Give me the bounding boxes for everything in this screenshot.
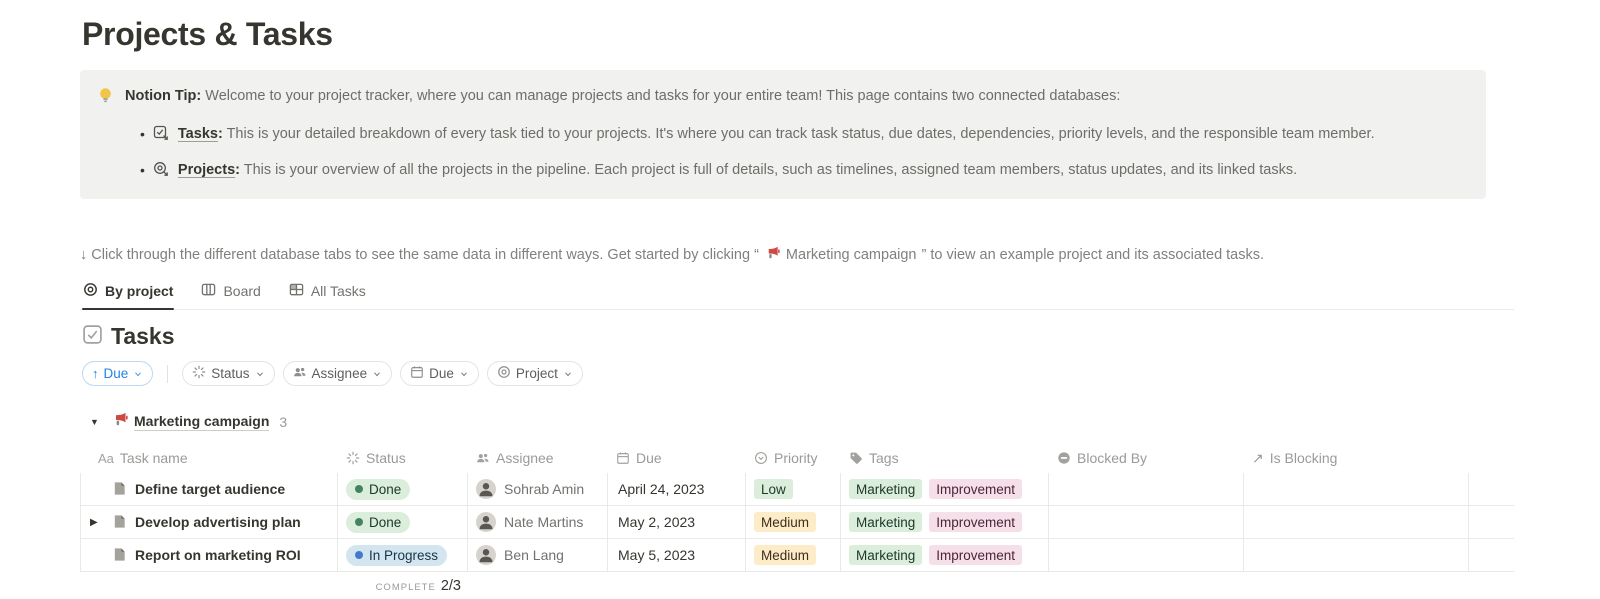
tab-board[interactable] [200, 279, 261, 309]
cell-due[interactable] [608, 539, 746, 571]
table-row [80, 539, 1514, 572]
people-icon [293, 365, 307, 382]
column-header-blocked-by[interactable] [1049, 443, 1244, 473]
group-count: 3 [279, 413, 288, 430]
cell-tags[interactable] [841, 473, 1049, 505]
cell-due[interactable] [608, 473, 746, 505]
calendar-icon [410, 365, 424, 382]
due-date: May 2, 2023 [618, 514, 696, 530]
page-icon [112, 481, 128, 499]
avatar [476, 512, 496, 532]
status-dot [355, 485, 363, 493]
cell-extra[interactable] [1469, 506, 1514, 538]
cell-status[interactable] [338, 473, 468, 505]
filter-chip-due[interactable] [400, 361, 479, 386]
group-collapse-toggle[interactable]: ▼ [90, 416, 99, 427]
target-icon [83, 282, 98, 300]
chevron-down-icon [563, 367, 573, 382]
database-title: Tasks [111, 323, 175, 349]
filter-chip-label: Status [211, 366, 250, 381]
bullet-colon: : [217, 126, 223, 142]
table-row [80, 506, 1514, 539]
column-header-priority[interactable] [746, 443, 841, 473]
status-pill [346, 545, 447, 566]
text-property-icon: Aa [98, 450, 114, 466]
calendar-icon [616, 451, 630, 465]
assignee-name: Sohrab Amin [504, 481, 585, 497]
page-content [80, 0, 1514, 599]
tag-chip: Marketing [849, 479, 922, 499]
cell-extra[interactable] [1469, 473, 1514, 505]
bullet-colon: : [235, 162, 240, 178]
status-label: Done [369, 481, 402, 497]
column-header-status[interactable] [338, 443, 468, 473]
avatar [476, 545, 496, 565]
view-tabs [80, 279, 1514, 310]
database-heading[interactable] [80, 323, 1514, 350]
assignee-name: Nate Martins [504, 514, 584, 530]
status-label: In Progress [369, 547, 439, 563]
people-icon [476, 451, 490, 465]
instruction-line [80, 245, 1514, 264]
tag-icon [849, 451, 863, 465]
cell-blocked-by[interactable] [1049, 506, 1244, 538]
cell-status[interactable] [338, 506, 468, 538]
instruction-suffix: ” to view an example project and its associated tasks. [921, 246, 1265, 263]
tag-chip: Improvement [929, 545, 1022, 565]
sort-ascending-icon: ↑ [92, 366, 99, 381]
filter-chip-label: Due [429, 366, 454, 381]
chevron-down-icon [133, 367, 143, 382]
bullet-dot: • [140, 126, 145, 142]
page-title: Projects & Tasks [82, 16, 333, 52]
cell-extra[interactable] [1469, 539, 1514, 571]
cell-task-name[interactable] [80, 539, 338, 571]
column-header-tags[interactable] [841, 443, 1049, 473]
tasks-link[interactable]: Tasks [177, 126, 218, 142]
callout-lead-bold: Notion Tip: [125, 88, 202, 104]
priority-chip: Low [754, 479, 793, 499]
tab-by-project[interactable] [82, 279, 174, 309]
table-header-row [80, 443, 1514, 473]
sort-chip-due[interactable] [82, 361, 153, 386]
cell-is-blocking[interactable] [1244, 473, 1469, 505]
cell-status[interactable] [338, 539, 468, 571]
status-dot [355, 518, 363, 526]
target-icon [497, 365, 511, 382]
page-icon [112, 514, 128, 532]
cell-assignee[interactable] [468, 506, 608, 538]
projects-link[interactable]: Projects [177, 162, 236, 178]
complete-value: 2/3 [440, 577, 461, 594]
group-header [80, 411, 1514, 432]
table-icon [289, 282, 304, 300]
tag-chip: Marketing [849, 545, 922, 565]
priority-chip: Medium [754, 512, 816, 532]
filter-chip-assignee[interactable] [283, 361, 393, 386]
page-icon [112, 547, 128, 565]
column-label: Due [636, 450, 662, 466]
task-name[interactable]: Define target audience [135, 481, 286, 497]
status-pill [346, 479, 410, 500]
instruction-prefix: ↓ Click through the different database tabs to see the same data in different ways. Get started by clicking “ [80, 246, 759, 263]
column-label: Assignee [496, 450, 554, 466]
cell-task-name[interactable] [80, 473, 338, 505]
table-footer [80, 572, 1514, 599]
column-label: Status [366, 450, 406, 466]
column-header-task-name[interactable] [80, 443, 338, 473]
callout-bullet-projects [96, 159, 1470, 184]
chevron-down-icon [255, 367, 265, 382]
status-label: Done [369, 514, 402, 530]
filter-chip-label: Project [515, 366, 558, 381]
tasks-table [80, 443, 1514, 599]
column-header-due[interactable] [608, 443, 746, 473]
group-name[interactable]: Marketing campaign [134, 412, 270, 429]
arrow-up-right-icon: ↗ [1252, 449, 1264, 466]
filter-bar [80, 361, 1514, 386]
megaphone-icon [765, 245, 780, 264]
callout-lead-text [125, 85, 1120, 107]
table-row [80, 473, 1514, 506]
callout-bullet-tasks [96, 123, 1470, 148]
cell-priority[interactable] [746, 539, 841, 571]
callout-lead-rest: Welcome to your project tracker, where you can manage projects and tasks for your entire team! This page contains two connected databases: [201, 88, 1121, 104]
cell-tags[interactable] [841, 539, 1049, 571]
status-spinner-icon [346, 451, 360, 465]
column-header-extra [1469, 443, 1514, 473]
status-spinner-icon [192, 365, 206, 382]
tasks-database-icon [153, 125, 170, 148]
filter-chip-label: Assignee [311, 366, 368, 381]
bullet-body: This is your detailed breakdown of every task tied to your projects. It's where you can track task status, due dates, dependencies, priority levels, and the responsible team member. [222, 126, 1375, 142]
column-header-is-blocking[interactable] [1244, 443, 1469, 473]
callout-lead [96, 85, 1470, 112]
board-icon [201, 282, 216, 300]
bullet-text [178, 159, 1297, 181]
chevron-down-icon [372, 367, 382, 382]
cell-is-blocking[interactable] [1244, 506, 1469, 538]
projects-database-icon [153, 161, 170, 184]
column-label: Tags [869, 450, 899, 466]
tab-label: Board [223, 283, 261, 299]
avatar [476, 479, 496, 499]
column-label: Priority [774, 450, 818, 466]
task-name[interactable]: Develop advertising plan [135, 514, 301, 530]
tab-all-tasks[interactable] [288, 279, 367, 309]
filter-divider [167, 365, 168, 383]
notion-tip-callout [80, 70, 1486, 199]
cell-due[interactable] [608, 506, 746, 538]
bullet-dot: • [140, 162, 145, 178]
cell-is-blocking[interactable] [1244, 539, 1469, 571]
tag-chip: Improvement [929, 479, 1022, 499]
megaphone-icon [112, 411, 128, 432]
cell-blocked-by[interactable] [1049, 539, 1244, 571]
task-name[interactable]: Report on marketing ROI [135, 547, 301, 563]
tab-label: By project [105, 283, 174, 299]
instruction-project-name: Marketing campaign [785, 246, 917, 263]
cell-priority[interactable] [746, 473, 841, 505]
bullet-body: This is your overview of all the projects in the pipeline. Each project is full of details, such as timelines, assigned team members, status updates, and its linked tasks. [239, 162, 1298, 178]
lightbulb-icon [96, 86, 116, 112]
status-dot [355, 551, 363, 559]
tag-chip: Improvement [929, 512, 1022, 532]
due-date: April 24, 2023 [618, 481, 705, 497]
priority-icon [754, 451, 768, 465]
checkbox-icon [82, 324, 103, 350]
column-header-assignee[interactable] [468, 443, 608, 473]
cell-assignee[interactable] [468, 539, 608, 571]
assignee-name: Ben Lang [504, 547, 564, 563]
status-pill [346, 512, 410, 533]
priority-chip: Medium [754, 545, 816, 565]
row-expand-toggle[interactable]: ▶ [90, 516, 98, 528]
filter-chip-status[interactable] [182, 361, 274, 386]
cell-tags[interactable] [841, 506, 1049, 538]
column-label: Is Blocking [1269, 450, 1338, 466]
cell-blocked-by[interactable] [1049, 473, 1244, 505]
cell-priority[interactable] [746, 506, 841, 538]
column-label: Blocked By [1077, 450, 1148, 466]
tag-chip: Marketing [849, 512, 922, 532]
cell-assignee[interactable] [468, 473, 608, 505]
cell-task-name[interactable] [80, 506, 338, 538]
due-date: May 5, 2023 [618, 547, 696, 563]
chevron-down-icon [459, 367, 469, 382]
bullet-text [178, 123, 1375, 145]
sort-chip-label: Due [103, 366, 129, 381]
filter-chip-project[interactable] [487, 361, 583, 386]
complete-label: COMPLETE [375, 581, 436, 593]
column-label: Task name [119, 450, 188, 466]
blocked-icon [1057, 451, 1071, 465]
footer-complete-calculation[interactable] [338, 578, 468, 594]
tab-label: All Tasks [310, 283, 366, 299]
